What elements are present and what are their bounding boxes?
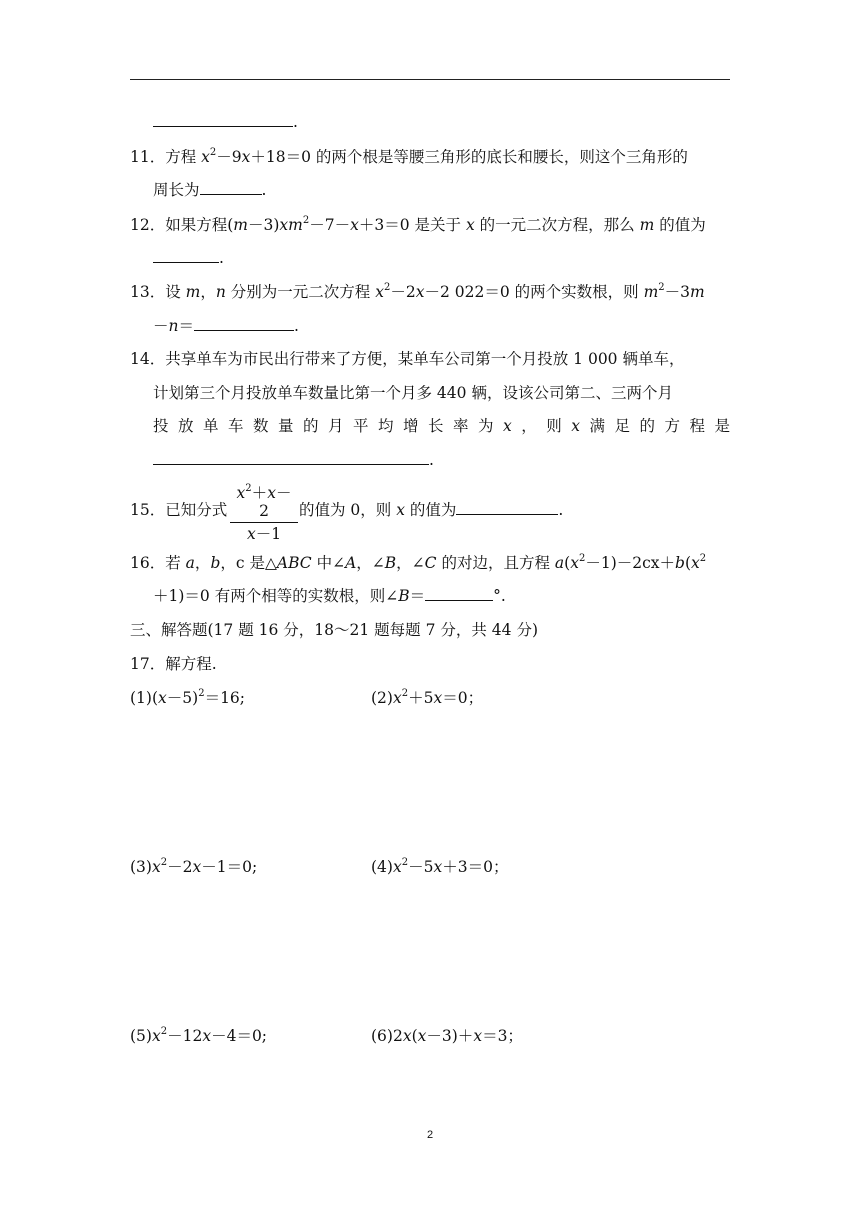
- question-14-line-3: 投 放 单 车 数 量 的 月 平 均 增 长 率 为 x ， 则 x 满 足 的 方 程 是: [153, 417, 730, 435]
- equation-2: $(2)x^2+5x=0$；: [371, 688, 484, 707]
- question-14-line-1: 14．共享单车为市民出行带来了方便，某单车公司第一个月投放 1 000 辆单车，: [130, 350, 685, 368]
- continued-answer-blank: .: [153, 112, 298, 132]
- question-11-line-1: 11．方程 $x^2-9x+18=0$ 的两个根是等腰三角形的底长和腰长，则这个三角形的: [130, 147, 688, 166]
- question-15-prefix: 15．已知分式: [130, 501, 228, 519]
- question-13-line-1: 13．设 m，n 分别为一元二次方程 $x^2-2x-2$ 022＝0 的两个实数根，则 $m^2-3m$: [130, 282, 705, 301]
- fraction-bar: [230, 522, 298, 523]
- fraction-numerator: $x^2+x-2$: [236, 483, 292, 520]
- answer-blank: [200, 180, 262, 195]
- question-16-line-2: ＋1)＝0 有两个相等的实数根，则∠B＝ °.: [153, 587, 506, 605]
- question-14-line-4: .: [153, 450, 434, 470]
- question-12-line-1: 12．如果方程$(m-3)xm^2-7-x+3=0$ 是关于 x 的一元二次方程，那么 m 的值为: [130, 215, 706, 234]
- equation-4: $(4)x^2-5x+3=0$；: [371, 857, 509, 876]
- answer-blank: [425, 586, 493, 601]
- question-17-title: 17．解方程.: [130, 655, 217, 673]
- section-3-heading: 三、解答题(17 题 16 分，18～21 题每题 7 分，共 44 分): [130, 621, 538, 639]
- page-number: 2: [426, 1129, 434, 1141]
- equation-3: $(3)x^2-2x-1=0$;: [130, 857, 258, 876]
- equation-1: $(1)(x-5)^2=16$;: [130, 688, 246, 707]
- answer-blank: [153, 112, 293, 127]
- question-13-line-2: －n＝ .: [153, 317, 299, 335]
- fraction: [230, 484, 298, 543]
- equation-5: $(5)x^2-12x-4=0$;: [130, 1026, 268, 1045]
- equation-6: (6)2x(x－3)＋x＝3；: [371, 1027, 523, 1045]
- question-11-line-2: 周长为 .: [153, 181, 267, 199]
- header-rule: [130, 79, 730, 80]
- answer-blank: [153, 248, 219, 263]
- answer-blank: [153, 450, 429, 465]
- question-16-line-1: 16．若 a，b，c 是△ABC 中∠A，∠B，∠C 的对边，且方程 $a(x^2-1)-2cx+b(x^2$: [130, 553, 707, 572]
- question-12-line-2: .: [153, 248, 224, 268]
- question-15-suffix: 的值为 0，则 x 的值为 .: [299, 501, 564, 519]
- answer-blank: [194, 316, 294, 331]
- answer-blank: [456, 500, 558, 515]
- question-14-line-2: 计划第三个月投放单车数量比第一个月多 440 辆，设该公司第二、三两个月: [153, 384, 673, 402]
- fraction-denominator: x－1: [246, 525, 282, 543]
